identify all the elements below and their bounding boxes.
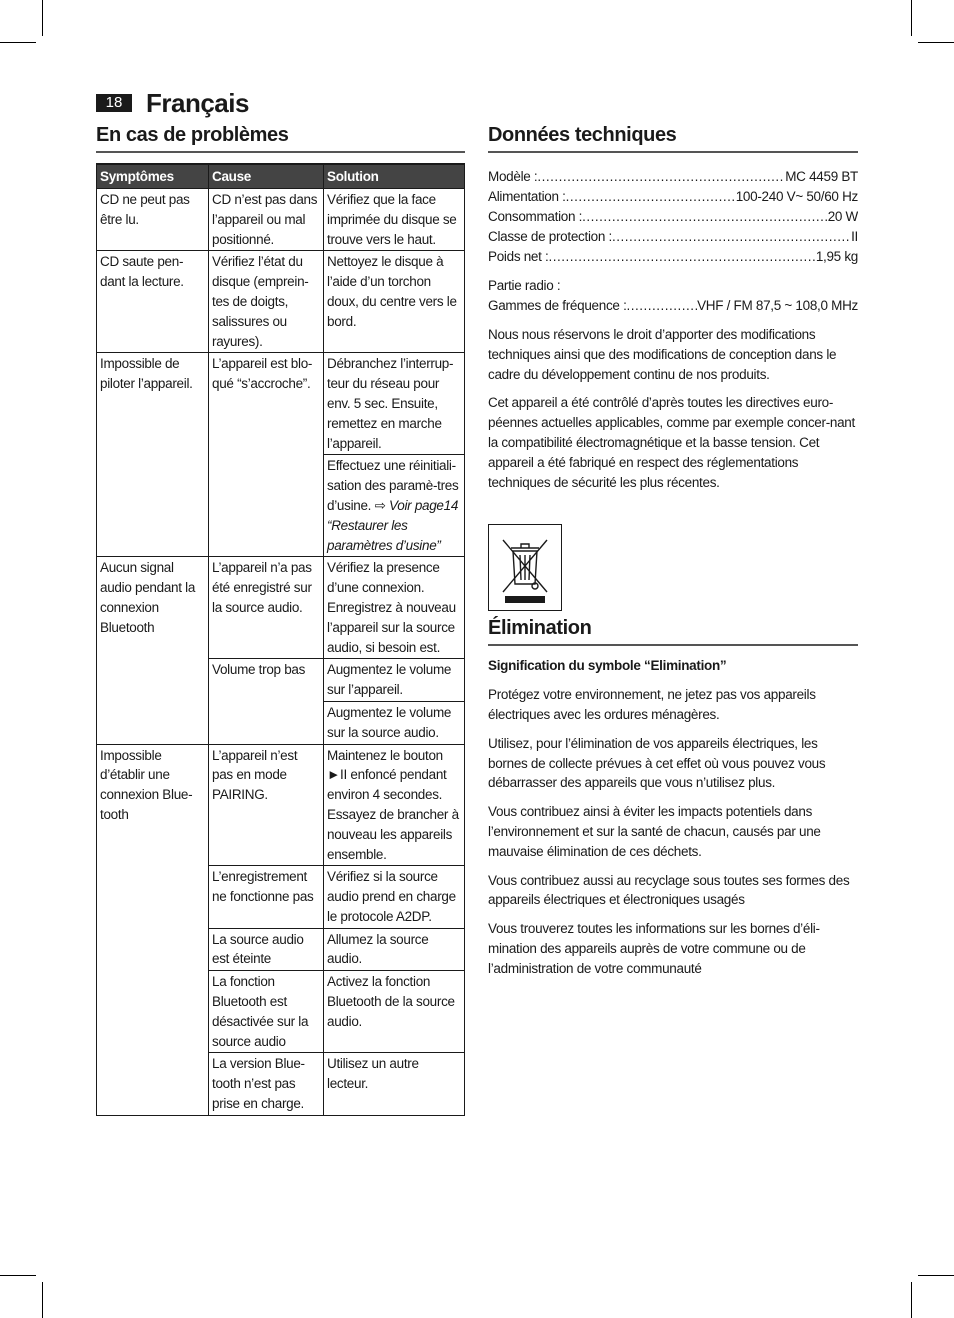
spec-value: 100-240 V~ 50/60 Hz: [735, 189, 858, 204]
solution-text: Effectuez une réinitiali-sation des paramè-tres d’usine.: [327, 458, 459, 513]
crop-mark: [42, 0, 43, 36]
section-title: Données techniques: [488, 124, 858, 153]
symptom-cell: CD saute pen-dant la lecture.: [97, 251, 209, 353]
cause-cell: L’enregistrement ne fonctionne pas: [209, 866, 324, 928]
crossed-out-bin-icon: [495, 530, 555, 606]
solution-cell: Augmentez le volume sur l’appareil.: [324, 659, 465, 702]
solution-cell: Nettoyez le disque à l’aide d’un torchon doux, du centre vers le bord.: [324, 251, 465, 353]
paragraph: Nous nous réservons le droit d’apporter des modifications techniques ainsi que des modifications de conception dans le cadre du développement continu de nos produits.: [488, 327, 837, 382]
crop-mark: [0, 1275, 36, 1276]
cause-cell: La fonction Bluetooth est désactivée sur la source audio: [209, 971, 324, 1053]
spec-value: VHF / FM 87,5 ~ 108,0 MHz: [697, 298, 858, 313]
cause-cell: Vérifiez l’état du disque (emprein-tes de doigts, salissures ou rayures).: [209, 251, 324, 353]
paragraph: Protégez votre environnement, ne jetez pas vos appareils électriques avec les ordures ménagères.: [488, 687, 816, 722]
cause-cell: CD n’est pas dans l’appareil ou mal positionné.: [209, 189, 324, 251]
spec-row: [488, 227, 858, 247]
cause-cell: La version Blue-tooth n’est pas prise en charge.: [209, 1053, 324, 1115]
spec-row: [488, 247, 858, 267]
symptom-cell: CD ne peut pas être lu.: [97, 189, 209, 251]
spec-list: [488, 167, 858, 316]
right-column: [488, 124, 858, 988]
table-row: [97, 744, 465, 866]
table-row: [97, 189, 465, 251]
spec-value: 20 W: [827, 209, 858, 224]
spec-value: II: [851, 229, 858, 244]
solution-cell: [324, 455, 465, 557]
table-row: [97, 251, 465, 353]
crop-mark: [911, 0, 912, 36]
table-row: [97, 557, 465, 659]
weee-bin-icon: [488, 524, 562, 611]
spec-label: Poids net :: [488, 249, 549, 264]
spec-label: Modèle :: [488, 169, 538, 184]
cause-cell: L’appareil n’a pas été enregistré sur la source audio.: [209, 557, 324, 659]
spec-row: [488, 207, 858, 227]
solution-cell: Allumez la source audio.: [324, 928, 465, 971]
page-title: Français: [146, 87, 249, 118]
section-title: Élimination: [488, 617, 858, 646]
solution-cell: Vérifiez si la source audio prend en charge le protocole A2DP.: [324, 866, 465, 928]
cause-cell: L’appareil n’est pas en mode PAIRING.: [209, 744, 324, 866]
table-row: [97, 353, 465, 455]
subtitle: Signification du symbole “Elimination”: [488, 658, 727, 674]
page-number: 18: [96, 94, 132, 112]
crop-mark: [918, 42, 954, 43]
paragraph: Utilisez, pour l’élimination de vos appareils électriques, les bornes de collecte prévues à cet effet où vous pouvez vous débarrasser des appareils que vous n’utilisez plus.: [488, 735, 826, 791]
section-title: En cas de problèmes: [96, 124, 465, 153]
column-header: Solution: [324, 164, 465, 189]
solution-cell: Activez la fonction Bluetooth de la source audio.: [324, 971, 465, 1053]
radio-label: Partie radio :: [488, 278, 561, 293]
paragraph: Vous trouverez toutes les informations sur les bornes d’éli-mination des appareils auprès de votre commune ou de l’administration de votre communauté: [488, 921, 820, 976]
troubleshooting-table: [96, 163, 465, 1116]
page-reference-link: ⇨ Voir page14 “Restaurer les paramètres d’usine”: [327, 497, 459, 553]
solution-cell: Augmentez le volume sur la source audio.: [324, 701, 465, 744]
page-header: [96, 86, 249, 120]
crop-mark: [0, 42, 36, 43]
spec-value: MC 4459 BT: [785, 169, 858, 184]
spec-label: Gammes de fréquence :: [488, 298, 627, 313]
symptom-cell: Impossible d’établir une connexion Blue-tooth: [97, 744, 209, 1115]
cause-cell: L’appareil est blo-qué “s’accroche”.: [209, 353, 324, 557]
column-header: Symptômes: [97, 164, 209, 189]
spec-label: Alimentation :: [488, 189, 566, 204]
crop-mark: [918, 1275, 954, 1276]
spec-row: [488, 167, 858, 187]
spec-label: Classe de protection :: [488, 229, 612, 244]
crop-mark: [42, 1282, 43, 1318]
cause-cell: Volume trop bas: [209, 659, 324, 744]
paragraph: Vous contribuez ainsi à éviter les impacts potentiels dans l’environnement et sur la santé de chacun, causés par une mauvaise élimination de ces déchets.: [488, 804, 821, 859]
cause-cell: La source audio est éteinte: [209, 928, 324, 971]
table-header-row: [97, 164, 465, 189]
column-header: Cause: [209, 164, 324, 189]
solution-cell: Maintenez le bouton ►II enfoncé pendant environ 4 secondes. Essayez de brancher à nouveau les appareils ensemble.: [324, 744, 465, 866]
solution-cell: Utilisez un autre lecteur.: [324, 1053, 465, 1115]
spec-row: [488, 296, 858, 316]
troubleshooting-section: [96, 124, 465, 1116]
spec-row: [488, 187, 858, 207]
paragraph: Cet appareil a été contrôlé d’après toutes les directives euro-péennes actuelles applicables, comme par exemple concer-nant la compatibilité électromagnétique et la basse tension. Cet appareil a été fabriqué en respect des réglementations techniques de sécurité les plus récentes.: [488, 395, 855, 490]
solution-cell: Vérifiez la presence d’une connexion. Enregistrez à nouveau l’appareil sur la source audio, si besoin est.: [324, 557, 465, 659]
spec-label: Consommation :: [488, 209, 583, 224]
spec-value: 1,95 kg: [815, 249, 858, 264]
solution-cell: Vérifiez que la face imprimée du disque se trouve vers le haut.: [324, 189, 465, 251]
solution-cell: Débranchez l’interrup-teur du réseau pour env. 5 sec. Ensuite, remettez en marche l’appareil.: [324, 353, 465, 455]
paragraph: Vous contribuez aussi au recyclage sous toutes ses formes des appareils électriques et électroniques usagés: [488, 872, 850, 908]
crop-mark: [911, 1282, 912, 1318]
symptom-cell: Aucun signal audio pendant la connexion Bluetooth: [97, 557, 209, 744]
symptom-cell: Impossible de piloter l’appareil.: [97, 353, 209, 557]
